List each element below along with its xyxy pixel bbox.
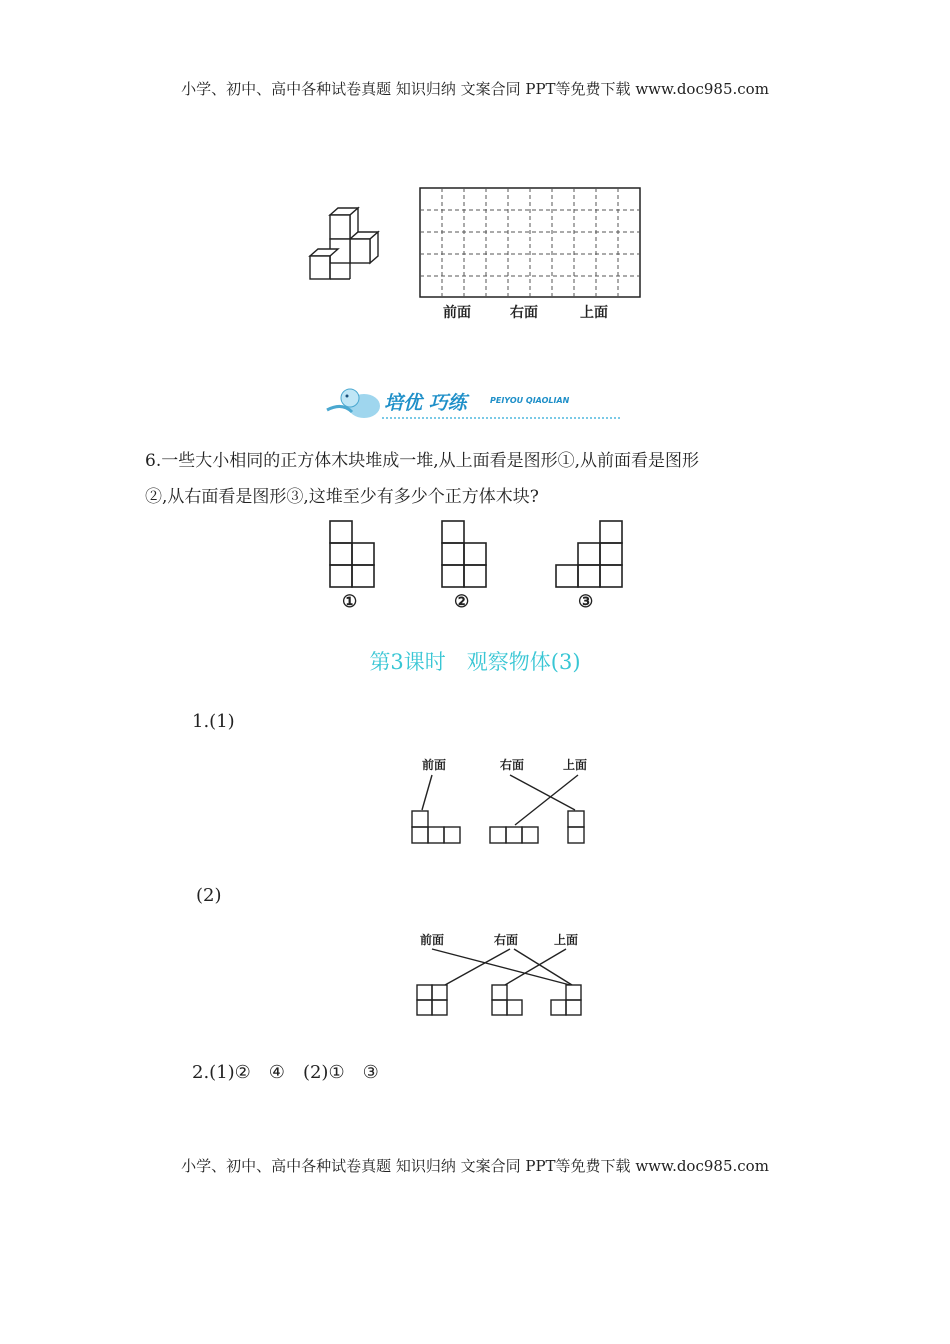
cube-stack-drawing bbox=[310, 208, 378, 279]
grid-label-top: 上面 bbox=[580, 305, 608, 321]
q6-figure-1-label: ① bbox=[342, 592, 358, 612]
a12-label-front: 前面 bbox=[420, 933, 445, 947]
page-header: 小学、初中、高中各种试卷真题 知识归纳 文案合同 PPT等免费下载 www.doc985.com bbox=[181, 80, 769, 98]
answer-1-2-label: (2) bbox=[196, 885, 222, 906]
answer-1-1-diagram bbox=[400, 755, 600, 850]
section-title: 第3课时 观察物体(3) bbox=[369, 650, 581, 674]
q6-figure-2-drawing bbox=[442, 521, 486, 587]
question-6 bbox=[145, 443, 825, 515]
a12-label-top: 上面 bbox=[554, 933, 579, 947]
a11-label-top: 上面 bbox=[563, 758, 588, 772]
a11-label-right: 右面 bbox=[500, 758, 525, 772]
dotted-grid bbox=[420, 188, 640, 297]
question-6-line2: ②,从右面看是图形③,这堆至少有多少个正方体木块? bbox=[145, 487, 539, 507]
q6-figure-1-drawing bbox=[330, 521, 374, 587]
q6-figure-2-label: ② bbox=[454, 592, 470, 612]
grid-label-front: 前面 bbox=[443, 305, 471, 321]
page-footer: 小学、初中、高中各种试卷真题 知识归纳 文案合同 PPT等免费下载 www.doc985.com bbox=[181, 1157, 769, 1175]
q6-figure-3-label: ③ bbox=[578, 592, 594, 612]
q6-figure-3-drawing bbox=[556, 521, 622, 587]
banner-subtitle: PEIYOU QIAOLIAN bbox=[490, 396, 570, 405]
answer-1-1-label: 1.(1) bbox=[192, 711, 235, 732]
a12-label-right: 右面 bbox=[494, 933, 519, 947]
q6-figures bbox=[320, 515, 640, 595]
question-6-line1: 6.一些大小相同的正方体木块堆成一堆,从上面看是图形①,从前面看是图形 bbox=[145, 451, 700, 471]
banner-title: 培优 巧练 bbox=[384, 392, 467, 414]
grid-label-right: 右面 bbox=[510, 305, 538, 321]
answer-1-2-diagram bbox=[410, 930, 600, 1020]
answer-2: 2.(1)② ④ (2)① ③ bbox=[192, 1062, 379, 1083]
a11-label-front: 前面 bbox=[422, 758, 447, 772]
section-banner bbox=[322, 382, 627, 424]
banner-mascot-icon bbox=[322, 382, 627, 424]
